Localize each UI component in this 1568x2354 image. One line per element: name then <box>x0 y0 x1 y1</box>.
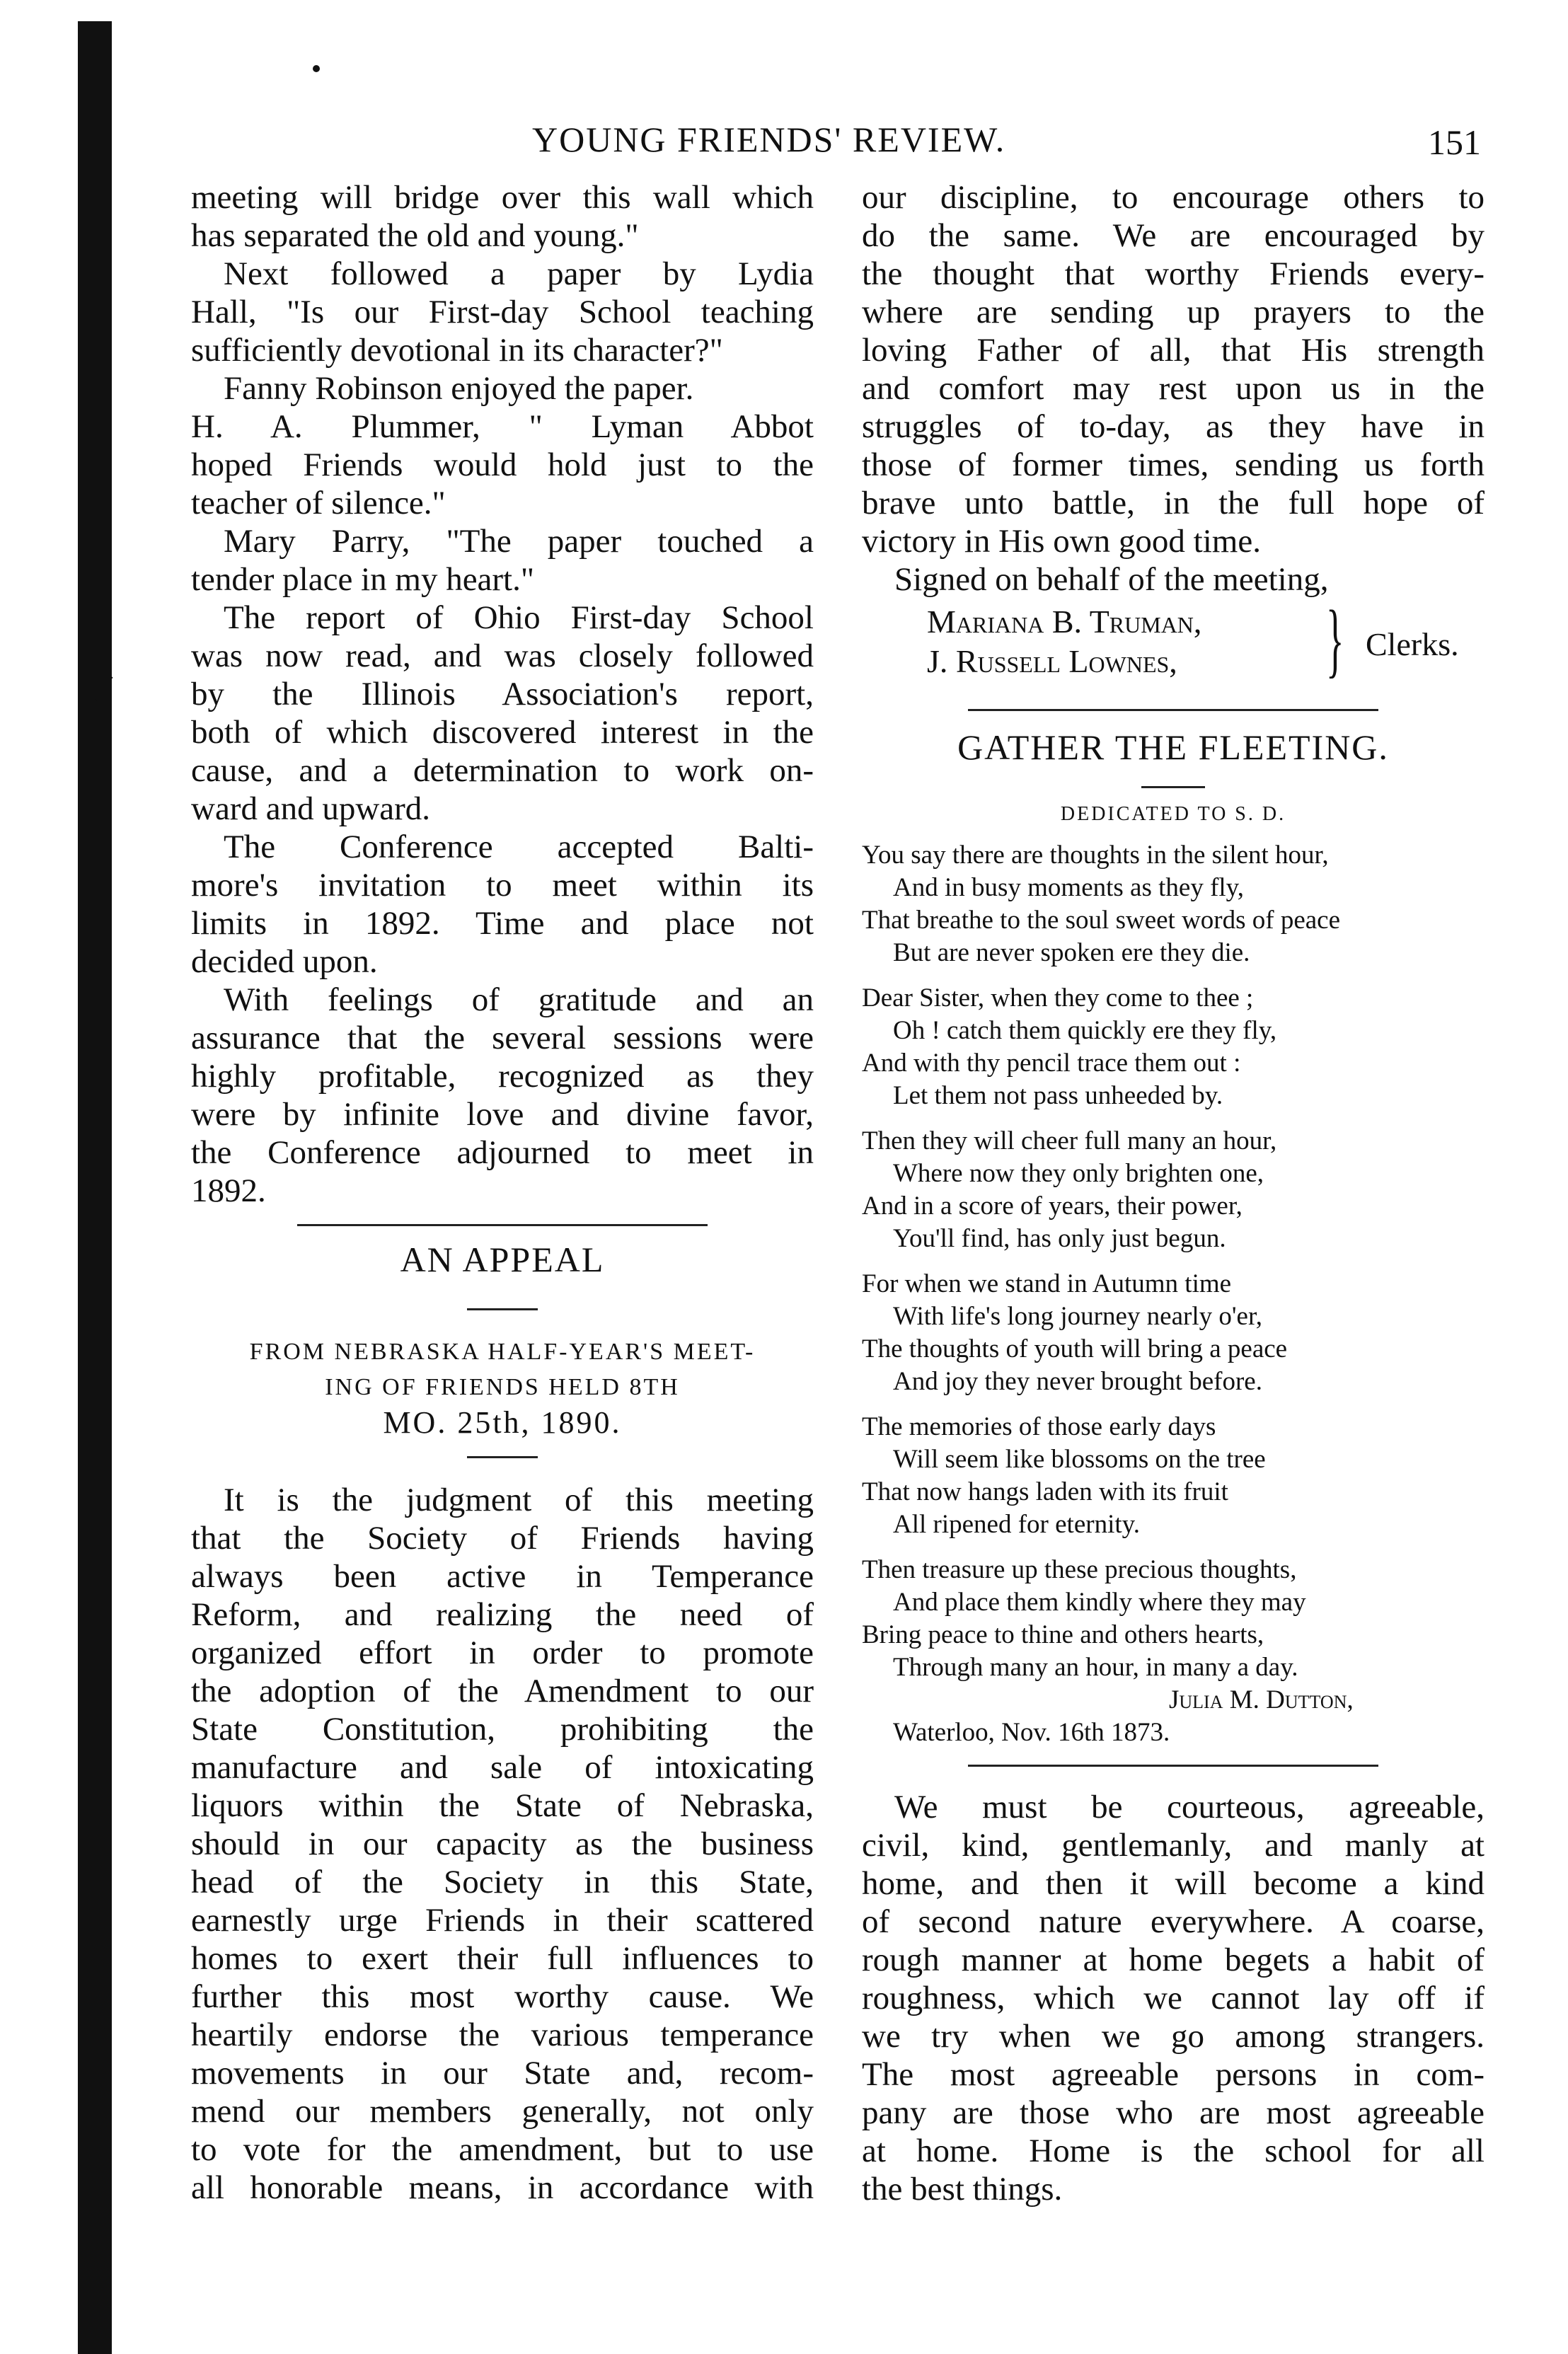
text-line: head of the Society in this State, <box>191 1864 814 1900</box>
text-line: meeting will bridge over this wall which <box>191 179 814 216</box>
subtitle-line: ING OF FRIENDS HELD 8TH <box>325 1374 680 1400</box>
text-line: the best things. <box>862 2171 1063 2208</box>
text-line: was now read, and was closely followed <box>191 637 814 674</box>
poem-stanza <box>862 1554 1485 1684</box>
text-line: 1892. <box>191 1172 266 1209</box>
clerks-label: Clerks. <box>1366 626 1459 662</box>
appeal-text-continued <box>862 178 1485 560</box>
text-line: mend our members generally, not only <box>191 2093 814 2130</box>
text-line: highly profitable, recognized as they <box>191 1058 814 1095</box>
poem-line: But are never spoken ere they die. <box>893 938 1250 967</box>
poem-line: Then they will cheer full many an hour, <box>862 1126 1277 1155</box>
paragraph-lydia-hall-paper <box>191 255 814 369</box>
text-line: all honorable means, in accordance with <box>191 2169 814 2206</box>
poem-line: Oh ! catch them quickly ere they fly, <box>893 1016 1277 1045</box>
poem-line: And joy they never brought before. <box>893 1367 1262 1396</box>
text-line: brave unto battle, in the full hope of <box>862 485 1485 521</box>
paragraph-fanny-robinson <box>191 369 814 408</box>
poem-line: Through many an hour, in many a day. <box>893 1653 1298 1682</box>
poem-line: Bring peace to thine and others hearts, <box>862 1620 1264 1649</box>
poem-stanza <box>862 839 1485 969</box>
text-line: H. A. Plummer, " Lyman Abbot <box>191 408 814 445</box>
text-line: tender place in my heart." <box>191 561 535 598</box>
poem-body <box>862 839 1485 1749</box>
text-line: liquors within the State of Nebraska, <box>191 1787 814 1824</box>
appeal-text <box>191 1481 814 2207</box>
section-divider <box>297 1224 708 1226</box>
section-divider <box>968 709 1378 711</box>
text-line: those of former times, sending us forth <box>862 446 1485 483</box>
text-line: decided upon. <box>191 943 378 980</box>
text-line: The most agreeable persons in com- <box>862 2056 1485 2093</box>
poem-line: Then treasure up these precious thoughts, <box>862 1555 1297 1584</box>
text-line: both of which discovered interest in the <box>191 714 814 751</box>
text-line: home, and then it will become a kind <box>862 1865 1485 1902</box>
poem-line: Where now they only brighten one, <box>893 1159 1264 1188</box>
text-line: loving Father of all, that His strength <box>862 332 1485 369</box>
text-line: ward and upward. <box>191 790 431 827</box>
poem-place-date: Waterloo, Nov. 16th 1873. <box>893 1718 1170 1747</box>
text-line: should in our capacity as the business <box>191 1825 814 1862</box>
poem-title: GATHER THE FLEETING. <box>957 727 1389 767</box>
text-line: The report of Ohio First-day School <box>224 599 814 636</box>
text-line: We must be courteous, agreeable, <box>894 1789 1485 1825</box>
poem-stanza <box>862 1125 1485 1255</box>
text-line: heartily endorse the various temperance <box>191 2017 814 2053</box>
scan-speck <box>313 65 320 72</box>
signature-block <box>862 593 1485 686</box>
poem-author: Julia M. Dutton, <box>1169 1685 1354 1714</box>
text-line: rough manner at home begets a habit of <box>862 1942 1485 1978</box>
text-line: more's invitation to meet within its <box>191 867 814 904</box>
text-line: hoped Friends would hold just to the <box>191 446 814 483</box>
text-line: movements in our State and, recom- <box>191 2055 814 2092</box>
text-line: State Constitution, prohibiting the <box>191 1711 814 1748</box>
text-line: roughness, which we cannot lay off if <box>862 1980 1485 2017</box>
text-line: at home. Home is the school for all <box>862 2133 1485 2169</box>
poem-line: Let them not pass unheeded by. <box>893 1081 1223 1110</box>
text-line: of second nature everywhere. A coarse, <box>862 1903 1485 1940</box>
appeal-subtitle <box>191 1334 814 1441</box>
text-line: and comfort may rest upon us in the <box>862 370 1485 407</box>
text-line: Reform, and realizing the need of <box>191 1596 814 1633</box>
text-line: limits in 1892. Time and place not <box>191 905 814 942</box>
poem-line: And with thy pencil trace them out : <box>862 1049 1241 1078</box>
text-line: victory in His own good time. <box>862 523 1261 560</box>
poem-line: And place them kindly where they may <box>893 1588 1306 1617</box>
text-line: Next followed a paper by Lydia <box>224 255 814 292</box>
text-line: by the Illinois Association's report, <box>191 676 814 712</box>
text-line: where are sending up prayers to the <box>862 294 1485 330</box>
text-line: further this most worthy cause. We <box>191 1978 814 2015</box>
text-line: Mary Parry, "The paper touched a <box>224 523 814 560</box>
paragraph-mary-parry <box>191 522 814 599</box>
text-line: teacher of silence." <box>191 485 446 521</box>
text-line: pany are those who are most agreeable <box>862 2094 1485 2131</box>
text-line: Fanny Robinson enjoyed the paper. <box>224 370 694 407</box>
text-line: do the same. We are encouraged by <box>862 217 1485 254</box>
text-line: homes to exert their full influences to <box>191 1940 814 1977</box>
signed-line-paragraph <box>862 560 1485 599</box>
poem-line: The thoughts of youth will bring a peace <box>862 1334 1288 1363</box>
short-divider <box>467 1456 538 1458</box>
poem-line: And in busy moments as they fly, <box>893 873 1245 902</box>
text-line: civil, kind, gentlemanly, and manly at <box>862 1827 1485 1864</box>
poem-line: Dear Sister, when they come to thee ; <box>862 983 1254 1012</box>
text-line: our discipline, to encourage others to <box>862 179 1485 216</box>
poem-line: The memories of those early days <box>862 1412 1216 1441</box>
poem-line: Will seem like blossoms on the tree <box>893 1445 1266 1474</box>
short-divider <box>467 1308 538 1310</box>
short-divider <box>1141 786 1205 788</box>
text-line: earnestly urge Friends in their scattered <box>191 1902 814 1939</box>
text-line: cause, and a determination to work on- <box>191 752 814 789</box>
text-line: the thought that worthy Friends every- <box>862 255 1485 292</box>
subtitle-line: FROM NEBRASKA HALF-YEAR'S MEET- <box>249 1339 756 1365</box>
closing-paragraph <box>862 1788 1485 2208</box>
poem-stanza <box>862 982 1485 1112</box>
poem-line: That breathe to the soul sweet words of peace <box>862 906 1341 935</box>
text-line: assurance that the several sessions were <box>191 1020 814 1056</box>
text-line: the Conference adjourned to meet in <box>191 1134 814 1171</box>
paragraph-plummer <box>191 408 814 522</box>
signatory-lownes: J. Russell Lownes, <box>927 643 1177 679</box>
poem-line: That now hangs laden with its fruit <box>862 1477 1228 1506</box>
text-line: were by infinite love and divine favor, <box>191 1096 814 1133</box>
running-head: YOUNG FRIENDS' REVIEW. <box>532 120 1006 159</box>
text-line: has separated the old and young." <box>191 217 639 254</box>
left-column <box>191 178 814 2207</box>
poem-line: All ripened for eternity. <box>893 1510 1140 1539</box>
poem-stanza <box>862 1268 1485 1398</box>
page-number: 151 <box>1428 122 1481 162</box>
text-line: struggles of to-day, as they have in <box>862 408 1485 445</box>
paragraph-adjourned <box>191 981 814 1210</box>
signed-line: Signed on behalf of the meeting, <box>894 561 1329 598</box>
text-line: The Conference accepted Balti- <box>224 829 814 865</box>
scan-binding-edge <box>78 21 112 2354</box>
poem-stanza <box>862 1411 1485 1541</box>
brace: } <box>1326 593 1344 686</box>
signatory-truman: Mariana B. Truman, <box>927 604 1202 640</box>
poem-line: For when we stand in Autumn time <box>862 1269 1232 1298</box>
text-line: organized effort in order to promote <box>191 1634 814 1671</box>
text-line: sufficiently devotional in its character?" <box>191 332 723 369</box>
poem-line: With life's long journey nearly o'er, <box>893 1302 1263 1331</box>
text-line: we try when we go among strangers. <box>862 2018 1485 2055</box>
appeal-title: AN APPEAL <box>400 1240 605 1279</box>
section-divider <box>968 1765 1378 1767</box>
poem-line: You'll find, has only just begun. <box>893 1224 1226 1253</box>
text-line: With feelings of gratitude and an <box>224 981 814 1018</box>
paragraph-baltimore <box>191 828 814 981</box>
text-line: Hall, "Is our First-day School teaching <box>191 294 814 330</box>
text-line: to vote for the amendment, but to use <box>191 2131 814 2168</box>
poem-line: And in a score of years, their power, <box>862 1192 1243 1221</box>
paragraph-ohio-report <box>191 599 814 828</box>
poem-line: You say there are thoughts in the silent hour, <box>862 841 1329 870</box>
poem-dedication: DEDICATED TO S. D. <box>1060 803 1286 825</box>
paragraph-continued <box>191 178 814 255</box>
text-line: the adoption of the Amendment to our <box>191 1673 814 1709</box>
text-line: that the Society of Friends having <box>191 1520 814 1557</box>
text-line: It is the judgment of this meeting <box>224 1482 814 1518</box>
subtitle-line: MO. 25th, 1890. <box>383 1405 622 1440</box>
right-column <box>862 178 1485 2208</box>
text-line: always been active in Temperance <box>191 1558 814 1595</box>
text-line: manufacture and sale of intoxicating <box>191 1749 814 1786</box>
